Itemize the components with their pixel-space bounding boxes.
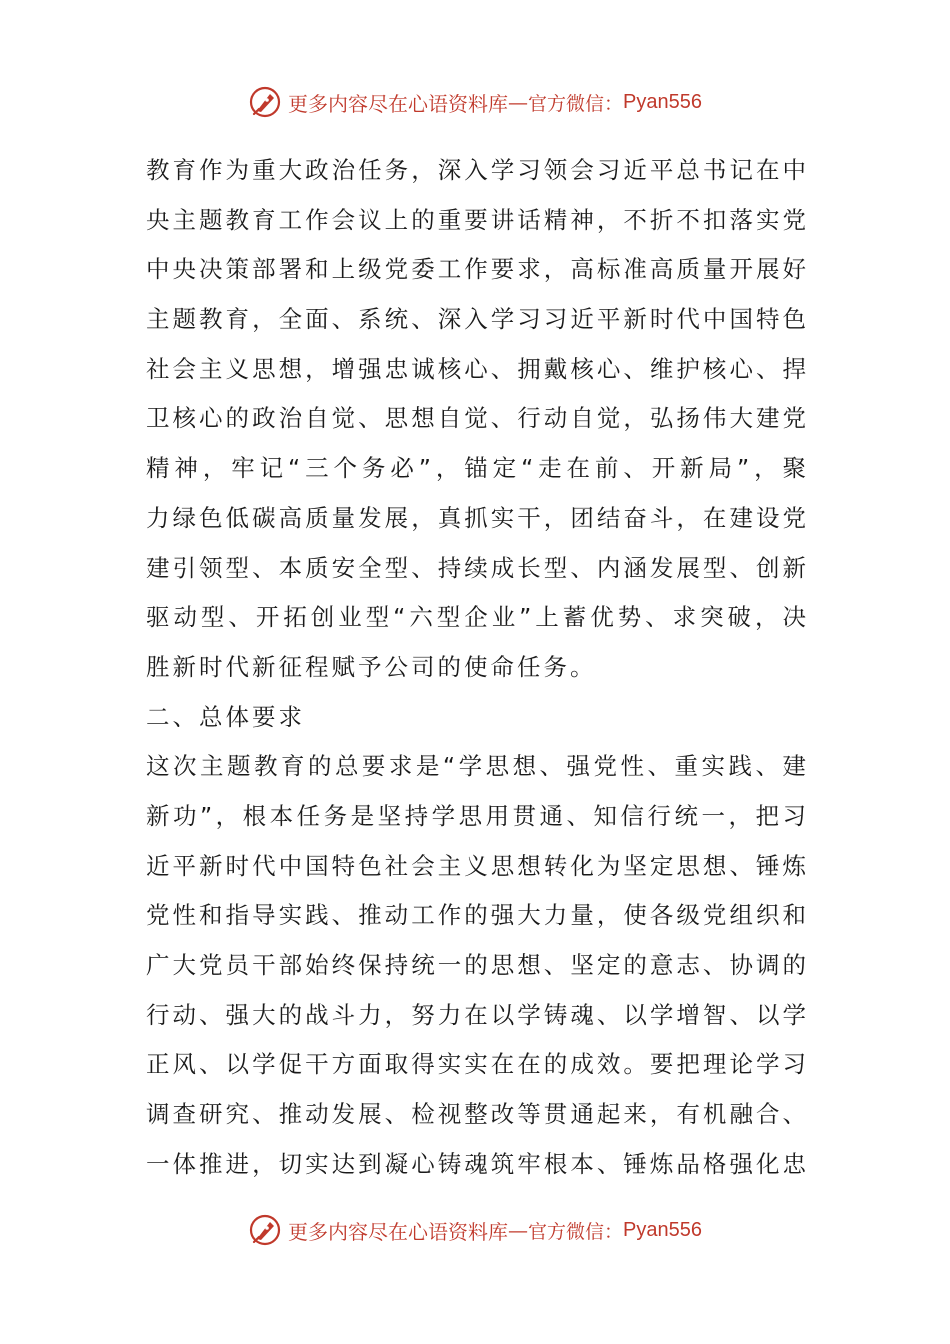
banner-dash: — bbox=[508, 1218, 528, 1242]
body-line-18: 行动、强大的战斗力，努力在以学铸魂、以学增智、以学 bbox=[146, 1000, 806, 1029]
body-line-16: 党性和指导实践、推动工作的强大力量，使各级党组织和 bbox=[146, 901, 806, 930]
pen-nib-circle-icon bbox=[248, 1213, 282, 1247]
body-line-8: 力绿色低碳高质量发展，真抓实干，团结奋斗，在建设党 bbox=[146, 503, 806, 532]
header-watermark-banner bbox=[0, 80, 950, 124]
banner-main-text: 更多内容尽在心语资料库 bbox=[288, 91, 508, 116]
body-line-9: 建引领型、本质安全型、持续成长型、内涵发展型、创新 bbox=[146, 553, 806, 582]
body-line-4: 主题教育，全面、系统、深入学习习近平新时代中国特色 bbox=[146, 305, 806, 334]
banner-wechat-label: 官方微信： bbox=[528, 92, 624, 115]
banner-dash: — bbox=[508, 90, 528, 114]
body-line-21: 一体推进，切实达到凝心铸魂筑牢根本、锤炼品格强化忠 bbox=[146, 1149, 806, 1178]
body-line-13: 这次主题教育的总要求是“学思想、强党性、重实践、建 bbox=[146, 752, 806, 781]
banner-main-text: 更多内容尽在心语资料库 bbox=[288, 1219, 508, 1244]
footer-watermark-banner bbox=[0, 1208, 950, 1252]
body-line-20: 调查研究、推动发展、检视整改等贯通起来，有机融合、 bbox=[146, 1100, 806, 1129]
body-line-14: 新功”，根本任务是坚持学思用贯通、知信行统一，把习 bbox=[146, 801, 806, 830]
body-line-7: 精神，牢记“三个务必”，锚定“走在前、开新局”，聚 bbox=[146, 454, 806, 483]
section-heading: 二、总体要求 bbox=[146, 702, 305, 731]
banner-wechat-id: Pyan556 bbox=[623, 90, 702, 113]
pen-nib-circle-icon bbox=[248, 85, 282, 119]
banner-wechat-id: Pyan556 bbox=[623, 1218, 702, 1241]
body-line-11: 胜新时代新征程赋予公司的使命任务。 bbox=[146, 652, 597, 681]
body-line-1: 教育作为重大政治任务，深入学习领会习近平总书记在中 bbox=[146, 156, 806, 184]
body-line-6: 卫核心的政治自觉、思想自觉、行动自觉，弘扬伟大建党 bbox=[146, 404, 806, 433]
body-line-5: 社会主义思想，增强忠诚核心、拥戴核心、维护核心、捍 bbox=[146, 354, 806, 383]
body-line-15: 近平新时代中国特色社会主义思想转化为坚定思想、锤炼 bbox=[146, 851, 806, 880]
body-line-17: 广大党员干部始终保持统一的思想、坚定的意志、协调的 bbox=[146, 951, 806, 979]
body-line-19: 正风、以学促干方面取得实实在在的成效。要把理论学习 bbox=[146, 1050, 806, 1079]
body-line-2: 央主题教育工作会议上的重要讲话精神，不折不扣落实党 bbox=[146, 205, 806, 234]
banner-wechat-label: 官方微信： bbox=[528, 1220, 624, 1243]
body-line-3: 中央决策部署和上级党委工作要求，高标准高质量开展好 bbox=[146, 255, 806, 284]
body-line-10: 驱动型、开拓创业型“六型企业”上蓄优势、求突破，决 bbox=[146, 603, 806, 632]
document-body bbox=[146, 146, 806, 1189]
